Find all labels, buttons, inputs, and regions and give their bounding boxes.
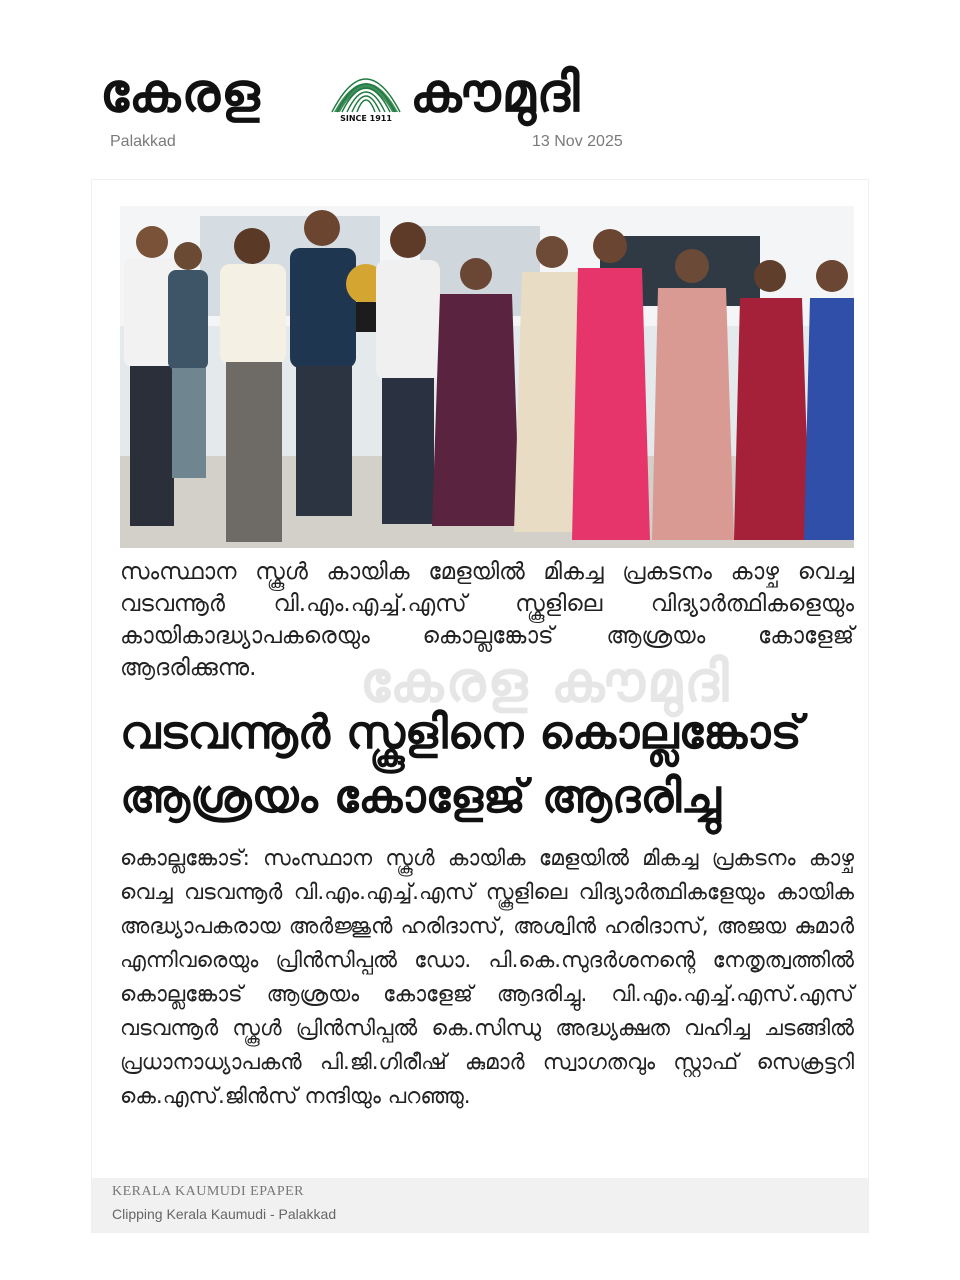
article-body: കൊല്ലങ്കോട്: സംസ്ഥാന സ്കൂൾ കായിക മേളയിൽ മികച്ച പ്രകടനം കാഴ്ച വെച്ച വടവന്നൂർ വി.എം.എച്ച്.എസ് സ്കൂളിലെ വിദ്യാർത്ഥികളേയും കായിക അദ്ധ്യാപകരായ അർജ്ജുൻ ഹരിദാസ്, അശ്വിൻ ഹരിദാസ്, അജയ കുമാർ എന്നിവരെയും പ്രിൻസിപ്പൽ ഡോ. പി.കെ.സുദർശനന്റെ നേതൃത്വത്തിൽ കൊല്ലങ്കോട് ആശ്രയം കോളേജ് ആദരിച്ചു. വി.എം.എച്ച്.എസ്.എസ് വടവന്നൂർ സ്കൂൾ പ്രിൻസിപ്പൽ കെ.സിന്ധു അദ്ധ്യക്ഷത വഹിച്ച ചടങ്ങിൽ പ്രധാനാധ്യാപകൻ പി.ജി.ഗിരീഷ് കുമാർ സ്വാഗതവും സ്റ്റാഫ് സെക്രട്ടറി കെ.എസ്.ജിൻസ് നന്ദിയും പറഞ്ഞു. xyxy=(120,846,854,1109)
headline-line-1: വടവന്നൂർ സ്കൂളിനെ കൊല്ലങ്കോട് xyxy=(120,705,802,759)
edition-label: Palakkad xyxy=(110,133,176,150)
photo-caption: സംസ്ഥാന സ്കൂൾ കായിക മേളയിൽ മികച്ച പ്രകടനം കാഴ്ച വെച്ച വടവന്നൂർ വി.എം.എച്ച്.എസ് സ്കൂളിലെ വിദ്യാർത്ഥികളെയും കായികാദ്ധ്യാപകരെയും കൊല്ലങ്കോട് ആശ്രയം കോളേജ് ആദരിക്കുന്നു. xyxy=(120,559,854,681)
masthead-name-right: കൗമുദി xyxy=(410,61,581,124)
watermark: കേരള കൗമുദി xyxy=(360,650,731,715)
masthead xyxy=(100,50,640,140)
photo-illustration xyxy=(120,206,854,548)
since-label: SINCE 1911 xyxy=(340,114,392,123)
article-photo xyxy=(120,206,854,548)
clipping-footer xyxy=(92,1178,868,1232)
masthead-name-left: കേരള xyxy=(100,61,261,124)
footer-clipping: Clipping Kerala Kaumudi - Palakkad xyxy=(112,1206,337,1222)
article-headline xyxy=(120,700,854,828)
footer-source: KERALA KAUMUDI EPAPER xyxy=(112,1184,305,1199)
headline-line-2: ആശ്രയം കോളേജ് ആദരിച്ചു xyxy=(120,769,721,823)
date-label: 13 Nov 2025 xyxy=(532,133,623,150)
